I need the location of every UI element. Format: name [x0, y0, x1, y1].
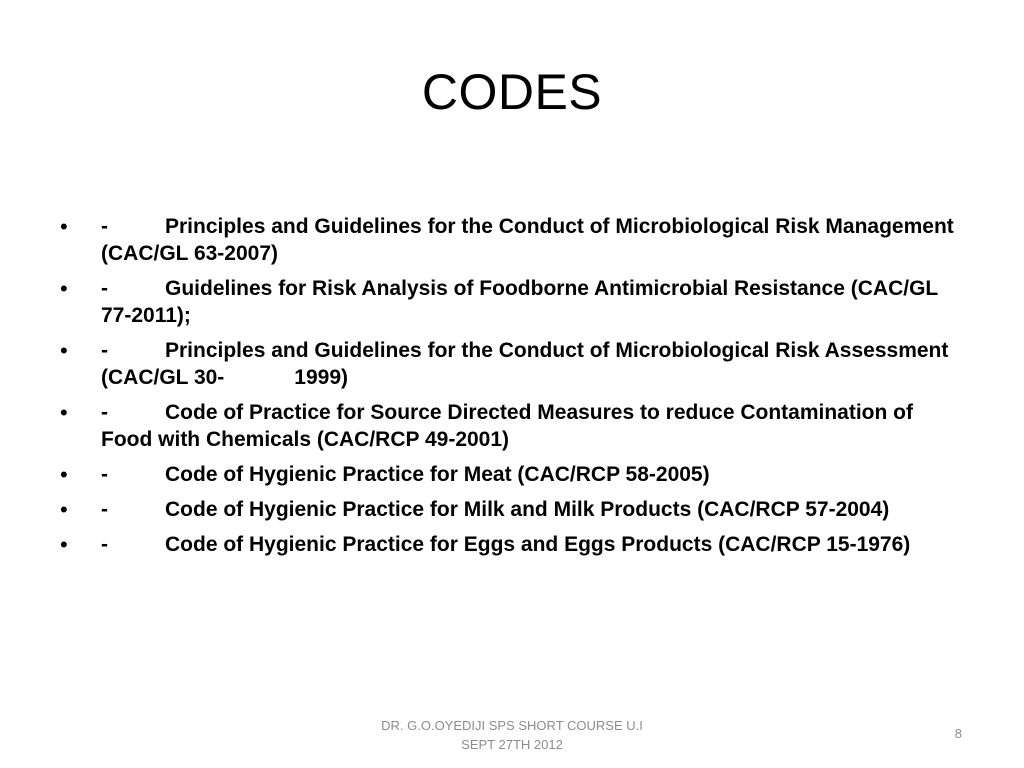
slide-title: CODES — [421, 64, 603, 120]
item-dash: - — [101, 339, 108, 362]
item-text: Code of Hygienic Practice for Eggs and Eggs Products (CAC/RCP 15-1976) — [165, 533, 911, 556]
bullet-icon: • — [60, 462, 68, 487]
list-item — [60, 213, 960, 267]
footer-date-line: SEPT 27TH 2012 — [461, 737, 563, 752]
item-dash: - — [101, 401, 108, 424]
item-text: Code of Practice for Source Directed Measures to reduce Contamination of Food with Chemicals (CAC/RCP 49-2001) — [101, 401, 913, 451]
item-dash: - — [101, 533, 108, 556]
slide-page-number: 8 — [954, 726, 962, 741]
item-dash: - — [101, 498, 108, 521]
codes-bullet-list — [60, 213, 960, 566]
item-text: Principles and Guidelines for the Conduct of Microbiological Risk Management (CAC/GL 63-2007) — [101, 215, 954, 265]
bullet-icon: • — [60, 214, 68, 239]
bullet-icon: • — [60, 276, 68, 301]
slide-footer — [352, 716, 672, 754]
item-dash: - — [101, 463, 108, 486]
item-dash: - — [101, 277, 108, 300]
list-item — [60, 399, 960, 453]
item-text-continued: 1999) — [294, 366, 349, 389]
list-item — [60, 531, 960, 558]
item-text: Principles and Guidelines for the Conduct of Microbiological Risk Assessment (CAC/GL 30- — [101, 339, 949, 389]
bullet-icon: • — [60, 497, 68, 522]
item-dash: - — [101, 215, 108, 238]
list-item — [60, 461, 960, 488]
bullet-icon: • — [60, 400, 68, 425]
bullet-icon: • — [60, 338, 68, 363]
list-item — [60, 275, 960, 329]
item-text: Guidelines for Risk Analysis of Foodborne Antimicrobial Resistance (CAC/GL 77-2011); — [101, 277, 938, 327]
item-text: Code of Hygienic Practice for Milk and Milk Products (CAC/RCP 57-2004) — [165, 498, 890, 521]
footer-author-line: DR. G.O.OYEDIJI SPS SHORT COURSE U.I — [381, 718, 643, 733]
bullet-icon: • — [60, 532, 68, 557]
item-text: Code of Hygienic Practice for Meat (CAC/RCP 58-2005) — [165, 463, 710, 486]
list-item — [60, 337, 960, 391]
list-item — [60, 496, 960, 523]
